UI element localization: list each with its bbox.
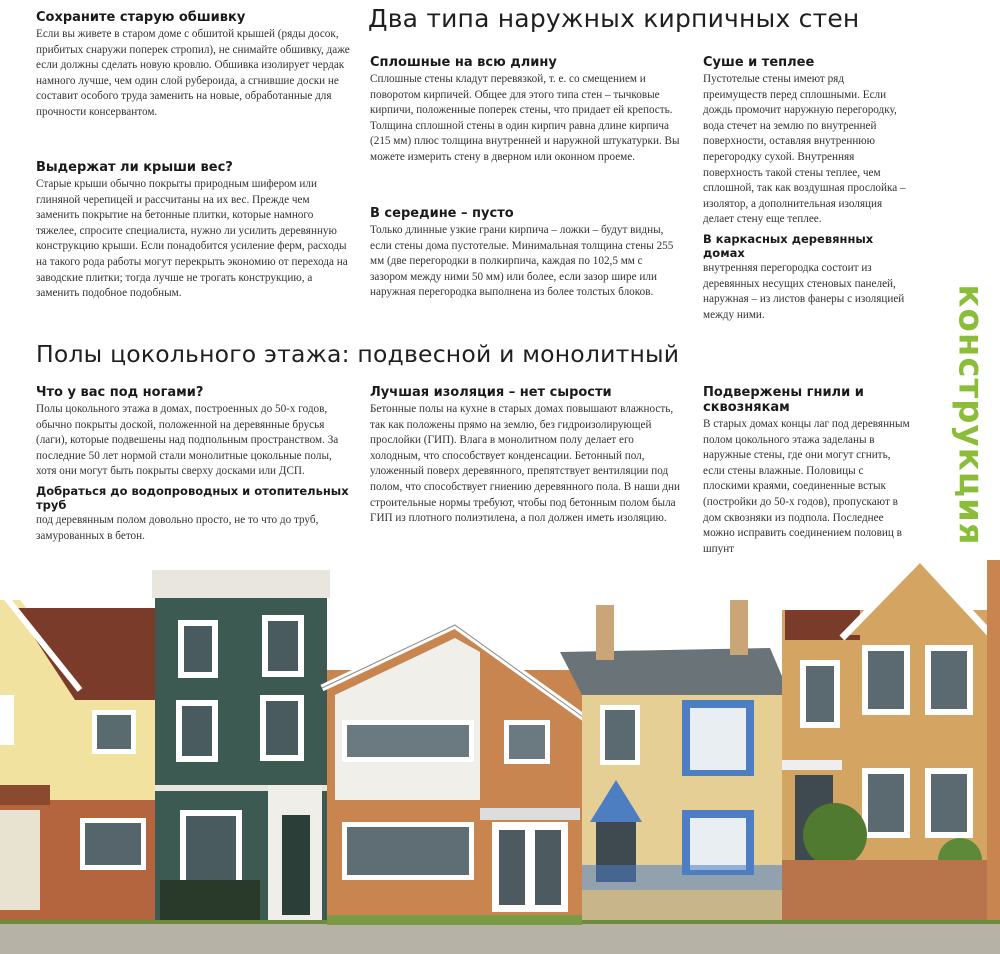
block-text: Только длинные узкие грани кирпича – ложки – будут видны, если стены дома пустотелые. Минимальная толщина стены 255 мм (две перегородки в полкирпича, каждая по 102,5 мм с зазором между ними 50 мм) или более, если зазор шире или наружная перегородка выполнена из более толстых блоков. [370,224,674,299]
walls-section-title: Два типа наружных кирпичных стен [368,4,860,33]
block-insulation [370,385,682,527]
house-brick-right [782,560,1000,920]
house-blue-bay [560,600,790,920]
floors-section-title: Полы цокольного этажа: подвесной и монолитный [36,340,680,368]
block-dry-warm [703,55,911,323]
block-title: Выдержат ли крыши вес? [36,160,233,175]
block-title: Сплошные на всю длину [370,55,557,70]
block-text: Старые крыши обычно покрыты природным шифером или глиняной черепицей и рассчитаны на их вес. Прежде чем заменить покрытие на бетонные плитки, которые намного тяжелее, спросите специалиста, нужно ли усилить деревянную конструкцию крыши. Если понадобится усиление ферм, расходы на такого рода работы могут перекрыть экономию от перехода на заводские плитки; тогда лучше не трогать конструкцию, а заменить подобное подобным. [36,178,348,300]
block-title: Сохраните старую обшивку [36,10,246,25]
house-teal [152,570,330,920]
block-title: В середине – пусто [370,206,514,221]
block-text: Сплошные стены кладут перевязкой, т. е. со смещением и поворотом кирпичей. Общее для этого типа стен – тычковые кирпичи, положенные поперек стены, что придает ей крепость. Толщина сплошной стены в один кирпич равна длине кирпича (215 мм) плюс толщина внутренней и наружной штукатурки. Вы можете измерить стену в дверном или оконном проеме. [370,73,680,163]
block-underfoot [36,385,350,544]
block-title: Подвержены гнили и сквознякам [703,385,864,415]
block-rot [703,385,911,557]
block-text: Бетонные полы на кухне в старых домах повышают влажность, так как положены прямо на землю, без гидроизолирующей прослойки (ГИП). Влага в монолитном полу делает его холодным, что способствует конденсации. Бетонный пол, уложенный поверх деревянного, препятствует вентиляции под полом, что способствует гниению деревянного пола. В наши дни строительные нормы требуют, чтобы под бетонным полом была ГИП из плотного полиэтилена, а пол должен иметь изоляцию. [370,403,681,525]
block-subtext: внутренняя перегородка состоит из деревянных несущих стеновых панелей, наружная – из листов фанеры с изоляцией между ними. [703,261,905,321]
block-text: Пустотелые стены имеют ряд преимуществ перед сплошными. Если дождь промочит наружную перегородку, вода стечет на землю по внутренней поверхности, оставляя внутреннюю перегородку сухой. Внутренняя поверхность такой стены теплее, чем сплошной, так как воздушная прослойка – изолятор, а дополнительная изоляция делает стену еще теплее. [703,73,906,226]
house-brick-gable [322,625,590,925]
block-subtitle: Добраться до водопроводных и отопительных труб [36,483,349,512]
side-tab-label: конструкция [951,284,991,546]
block-cavity-wall [370,206,682,301]
block-title: Что у вас под ногами? [36,385,204,400]
block-text: В старых домах концы лаг под деревянным полом цокольного этажа заделаны в наружные стены, где они могут сгнить, если стены влажные. Половицы с плоскими краями, соединенные встык (постройки до 50-х годов), пропускают в дом сквозняки из подпола. Последнее можно исправить соединением половиц в шпунт [703,418,910,555]
block-old-cladding [36,10,350,121]
block-title: Суше и теплее [703,55,815,70]
block-subtitle: В каркасных деревянных домах [703,231,874,260]
side-tab [942,250,1000,580]
houses-photo [0,560,1000,954]
block-solid-wall [370,55,682,166]
block-text: Если вы живете в старом доме с обшитой крышей (ряды досок, прибитых снаружи поперек стропил), не снимайте обшивку, даже если должны сделать новую кровлю. Обшивка изолирует чердак намного лучше, чем один слой рубероида, а сгнившие доски не составит особого труда заменить на новые, обработанные для прочности консервантом. [36,28,350,118]
block-roof-weight [36,160,350,302]
block-subtext: под деревянным полом довольно просто, не то что до труб, замурованных в бетон. [36,513,319,542]
house-yellow [0,590,155,920]
block-title: Лучшая изоляция – нет сырости [370,385,612,400]
block-text: Полы цокольного этажа в домах, построенных до 50-х годов, обычно покрыты доской, положенной на деревянные брусья (лаги), которые подвешены над подпольным пространством. За последние 50 лет нормой стали монолитные цокольные полы, хотя они могут быть покрыты сверху досками или ДСП. [36,403,339,478]
